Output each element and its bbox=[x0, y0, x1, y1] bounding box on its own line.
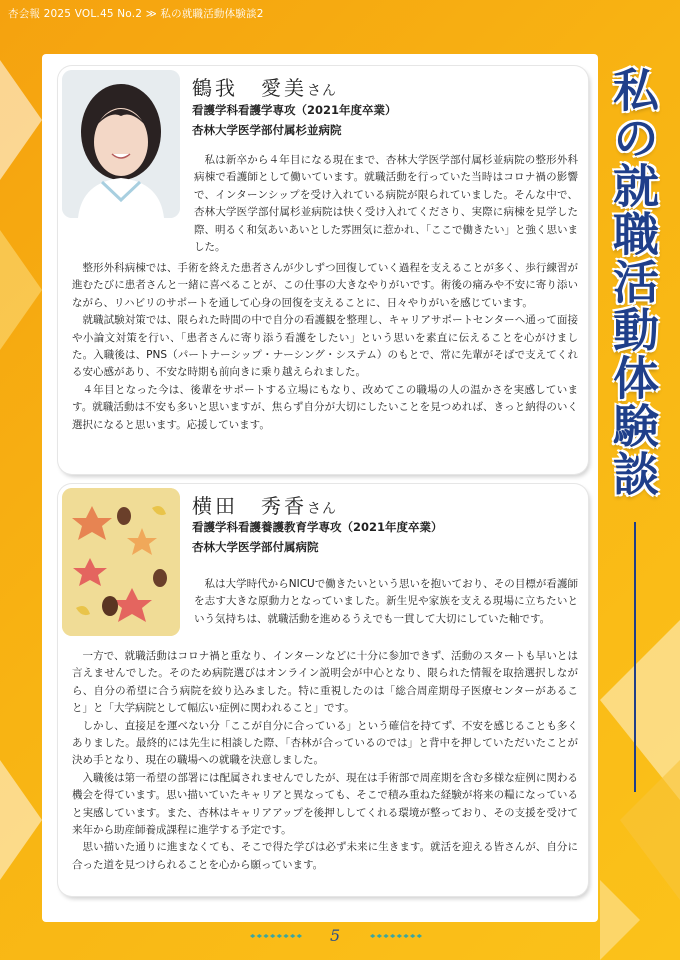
name-text: 鶴我 愛美 bbox=[192, 76, 307, 100]
paragraph: 私は大学時代からNICUで働きたいという思いを抱いており、その目標が看護師を志す大きな原動力となっていました。新生児や家族を支える現場に立ちたいという気持ちは、就職活動を進めるうえでも一貫して大切にしていた軸です。 bbox=[194, 578, 578, 625]
profile-text-2a bbox=[194, 576, 578, 628]
paragraph: 就職試験対策では、限られた時間の中で自分の看護観を整理し、キャリアサポートセンターへ通って面接や小論文対策を行い、「患者さんに寄り添う看護をしたい」という思いを素直に伝えることを心がけました。入職後は、PNS（パートナーシップ・ナーシング・システム）のもとで、常に先輩がそばで支えてくれる安心感があり、不安な時期も前向きに乗り越えられました。 bbox=[72, 314, 578, 379]
profile-name-1 bbox=[192, 72, 337, 101]
profile-hospital-1: 杏林大学医学部付属杉並病院 bbox=[192, 123, 342, 137]
profile-dept-2: 看護学科看護養護教育学専攻（2021年度卒業） bbox=[192, 520, 443, 534]
paragraph: 思い描いた通りに進まなくても、そこで得た学びは必ず未来に生きます。就活を迎える皆さんが、自分に合った道を見つけられることを心から願っています。 bbox=[72, 841, 578, 871]
paragraph: 一方で、就職活動はコロナ禍と重なり、インターンなどに十分に参加できず、活動のスタートも早いとは言えませんでした。そのため病院選びはオンライン説明会が中心となり、限られた情報を取捨選択しながら、自分の希望に合う病院を絞り込みました。特に重視したのは「総合周産期母子医療センターがあること」と「大学病院として幅広い症例に関われること」です。 bbox=[72, 650, 578, 715]
paragraph: 入職後は第一希望の部署には配属されませんでしたが、現在は手術部で周産期を含む多様な症例に関わる機会を得ています。思い描いていたキャリアと異なっても、そこで積み重ねた経験が将来の糧になっていると実感しています。また、杏林はキャリアアップを後押ししてくれる環境が整っており、その支援を受けて来年から助産師養成課程に進学する予定です。 bbox=[72, 771, 578, 837]
profile-name-2 bbox=[192, 490, 337, 519]
profile-photo-1 bbox=[62, 70, 180, 218]
title-divider bbox=[634, 522, 636, 792]
paragraph: 整形外科病棟では、手術を終えた患者さんが少しずつ回復していく過程を支えることが多く、歩行練習が進むたびに患者さんと一緒に喜べることが、この仕事の大きなやりがいです。術後の痛みや不安に寄り添いながら、リハビリのサポートを通して心身の回復を支えることに、日々やりがいを感じています。 bbox=[72, 262, 578, 309]
page-title: 私の就職活動体験談 bbox=[606, 66, 660, 498]
profile-text-1a bbox=[194, 152, 578, 256]
profile-hospital-2: 杏林大学医学部付属病院 bbox=[192, 540, 319, 554]
profile-dept-1: 看護学科看護学専攻（2021年度卒業） bbox=[192, 103, 397, 117]
profile-text-1b bbox=[72, 260, 578, 434]
honorific: さん bbox=[307, 83, 337, 99]
footer-ornament-left bbox=[236, 934, 320, 938]
honorific: さん bbox=[307, 501, 337, 517]
paragraph: しかし、直接足を運べない分「ここが自分に合っている」という確信を持てず、不安を感じることも多くありました。最終的には先生に相談した際、「杏林が合っているのでは」と背中を押していただいたことが決め手となり、現在の職場への就職を決意しました。 bbox=[72, 719, 578, 767]
paragraph: ４年目となった今は、後輩をサポートする立場にもなり、改めてこの職場の人の温かさを実感しています。就職活動は不安も多いと思いますが、焦らず自分が大切にしたいことを見つめれば、きっと納得のいく選択になると思います。応援しています。 bbox=[72, 383, 578, 431]
autumn-leaves-illustration bbox=[62, 488, 180, 636]
header-breadcrumb: 杏会報 2025 VOL.45 No.2 ≫ 私の就職活動体験談2 bbox=[8, 8, 264, 20]
paragraph: 私は新卒から４年目になる現在まで、杏林大学医学部付属杉並病院の整形外科病棟で看護師として働いています。就職活動を行っていた当時はコロナ禍の影響で、インターンシップを受け入れている病院が限られていました。そんな中で、杏林大学医学部付属杉並病院は快く受け入れてくださり、実際に病棟を見学した際、明るく和気あいあいとした雰囲気に惹かれ、「ここで働きたい」と強く思いました。 bbox=[194, 154, 578, 254]
name-text: 横田 秀香 bbox=[192, 494, 307, 518]
page-number: 5 bbox=[330, 926, 341, 945]
profile-text-2b bbox=[72, 648, 578, 874]
footer-ornament-right bbox=[356, 934, 440, 938]
